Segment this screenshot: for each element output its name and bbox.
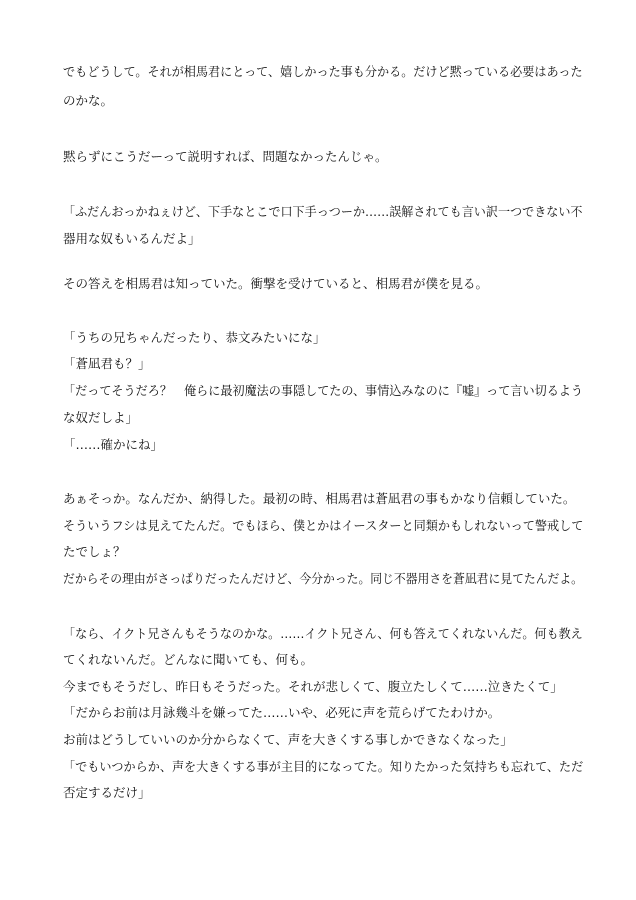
text-line: 「でもいつからか、声を大きくする事が主目的になってた。知りたかった気持ちも忘れて、ただ [63,759,584,774]
text-line: そういうフシは見えてたんだ。でもほら、僕とかはイースターと同類かもしれないって警戒して [63,518,584,533]
text-line: 否定するだけ」 [63,785,151,800]
text-line: 「ふだんおっかねぇけど、下手なとこで口下手っつーか……誤解されても言い訳一つできない不 [63,204,583,219]
text-line: のかな。 [63,93,114,108]
text-line: 「蒼凪君も？」 [63,356,151,371]
text-line: 黙らずにこうだーって説明すれば、問題なかったんじゃ。 [63,149,388,164]
text-line: 「うちの兄ちゃんだったり、恭文みたいにな」 [63,330,326,345]
text-line: 「だからお前は月詠幾斗を嫌ってた……いや、必死に声を荒らげてたわけか。 [63,705,501,720]
text-line: 「……確かにね」 [63,437,164,452]
text-line: な奴だしよ」 [63,410,139,425]
text-line: たでしょ？ [63,544,126,559]
text-line: 「だってそうだろ？ 俺らに最初魔法の事隠してたの、事情込みなのに『嘘』って言い切るよう [63,383,584,398]
text-line: あぁそっか。なんだか、納得した。最初の時、相馬君は蒼凪君の事もかなり信頼していた。 [63,491,576,506]
text-line: その答えを相馬君は知っていた。衝撃を受けていると、相馬君が僕を見る。 [63,276,489,291]
text-line: 今までもそうだし、昨日もそうだった。それが悲しくて、腹立たしくて……泣きたくて」 [63,679,563,694]
text-line: てくれないんだ。どんなに聞いても、何も。 [63,652,314,667]
text-line: 器用な奴もいるんだよ」 [63,231,201,246]
text-line: だからその理由がさっぱりだったんだけど、今分かった。同じ不器用さを蒼凪君に見てたんだよ。 [63,571,584,586]
text-line: 「なら、イクト兄さんもそうなのかな。……イクト兄さん、何も答えてくれないんだ。何も教え [63,626,583,641]
text-line: でもどうして。それが相馬君にとって、嬉しかった事も分かる。だけど黙っている必要はあった [63,64,583,79]
text-line: お前はどうしていいのか分からなくて、声を大きくする事しかできなくなった」 [63,732,513,747]
